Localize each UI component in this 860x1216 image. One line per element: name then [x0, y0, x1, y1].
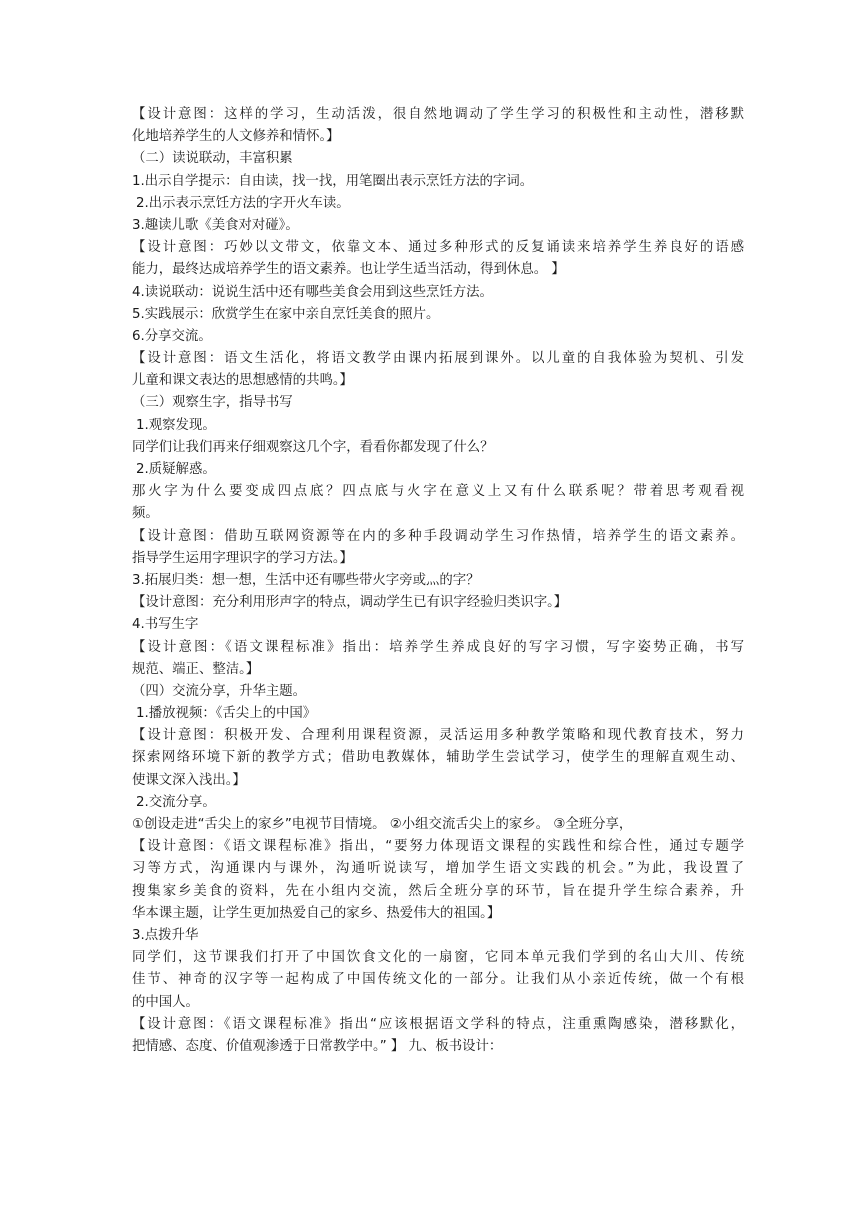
document-page: [132, 104, 744, 1058]
design-intent-paragraph-cont: 化地培养学生的人文修养和情怀。】: [132, 129, 340, 145]
design-intent-paragraph-cont: 规范、端正、整洁。】: [132, 661, 260, 677]
body-paragraph-cont: 的中国人。: [132, 994, 199, 1010]
design-intent-paragraph: 【设计意图：这样的学习，生动活泼，很自然地调动了学生学习的积极性和主动性，潜移默: [132, 107, 744, 122]
step-item: 2.出示表示烹饪方法的字开火车读。: [136, 195, 350, 211]
design-intent-paragraph-cont: 儿童和课文表达的思想感情的共鸣。】: [132, 373, 353, 389]
body-paragraph-cont: 频。: [132, 506, 159, 522]
design-intent-paragraph: 【设计意图：充分利用形声字的特点，调动学生已有识字经验归类识字。】: [132, 595, 568, 611]
design-intent-paragraph: 【设计意图：借助互联网资源等在内的多种手段调动学生习作热情，培养学生的语文素养。: [132, 528, 744, 544]
step-item: 4.读说联动：说说生活中还有哪些美食会用到这些烹饪方法。: [132, 284, 493, 300]
body-paragraph: 同学们，这节课我们打开了中国饮食文化的一扇窗，它同本单元我们学到的名山大川、传统: [132, 950, 744, 966]
design-intent-paragraph-cont: 搜集家乡美食的资料，先在小组内交流，然后全班分享的环节，旨在提升学生综合素养，升: [132, 883, 744, 899]
step-item: 3.趣读儿歌《美食对对碰》。: [132, 217, 299, 233]
step-item: 1.观察发现。: [136, 417, 216, 433]
design-intent-paragraph-cont: 能力，最终达成培养学生的语文素养。也让学生适当活动，得到休息。 】: [132, 262, 565, 278]
step-item: 1.出示自学提示：自由读，找一找，用笔圈出表示烹饪方法的字词。: [132, 173, 534, 189]
section-heading-4: （四）交流分享，升华主题。: [132, 683, 307, 699]
design-intent-paragraph: 【设计意图：《语文课程标准》指出：培养学生养成良好的写字习惯，写字姿势正确，书写: [132, 639, 744, 655]
body-paragraph: 同学们让我们再来仔细观察这几个字，看看你都发现了什么？: [132, 439, 494, 455]
step-item: 3.拓展归类：想一想，生活中还有哪些带火字旁或灬的字？: [132, 572, 480, 588]
step-item: 2.质疑解惑。: [136, 462, 216, 477]
design-intent-paragraph-cont: 习等方式，沟通课内与课外，沟通听说读写，增加学生语文实践的机会。”为此，我设置了: [132, 861, 744, 877]
step-item: 6.分享交流。: [132, 328, 212, 344]
design-intent-paragraph: 【设计意图：《语文课程标准》指出“应该根据语文学科的特点，注重熏陶感染，潜移默化，: [132, 1016, 744, 1032]
step-item: 3.点拨升华: [132, 927, 199, 943]
design-intent-paragraph-cont: 探索网络环境下新的教学方式；借助电教媒体，辅助学生尝试学习，使学生的理解直观生动、: [132, 750, 744, 766]
section-heading-2: （二）读说联动，丰富积累: [132, 151, 293, 167]
design-intent-paragraph-cont: 把情感、态度、价值观渗透于日常教学中。” 】 九、板书设计：: [132, 1038, 503, 1054]
design-intent-paragraph: 【设计意图：巧妙以文带文，依靠文本、通过多种形式的反复诵读来培养学生养良好的语感: [132, 240, 744, 256]
design-intent-paragraph: 【设计意图：语文生活化，将语文教学由课内拓展到课外。以儿童的自我体验为契机、引发: [132, 351, 744, 367]
design-intent-paragraph-cont: 华本课主题，让学生更加热爱自己的家乡、热爱伟大的祖国。】: [132, 905, 501, 921]
step-item: 4.书写生字: [132, 617, 199, 633]
step-item: 5.实践展示：欣赏学生在家中亲自烹饪美食的照片。: [132, 306, 440, 322]
design-intent-paragraph-cont: 使课文深入浅出。】: [132, 772, 246, 788]
section-heading-3: （三）观察生字，指导书写: [132, 395, 293, 411]
body-paragraph-cont: 佳节、神奇的汉字等一起构成了中国传统文化的一部分。让我们从小亲近传统，做一个有根: [132, 972, 744, 988]
body-paragraph: ①创设走进“舌尖上的家乡”电视节目情境。 ②小组交流舌尖上的家乡。 ③全班分享，: [132, 817, 633, 832]
design-intent-paragraph-cont: 指导学生运用字理识字的学习方法。】: [132, 550, 353, 566]
design-intent-paragraph: 【设计意图：积极开发、合理利用课程资源，灵活运用多种教学策略和现代教育技术，努力: [132, 728, 744, 744]
design-intent-paragraph: 【设计意图：《语文课程标准》指出，“要努力体现语文课程的实践性和综合性，通过专题学: [132, 839, 744, 855]
step-item: 1.播放视频：《舌尖上的中国》: [136, 706, 317, 722]
body-paragraph: 那火字为什么要变成四点底？四点底与火字在意义上又有什么联系呢？带着思考观看视: [132, 484, 744, 500]
step-item: 2.交流分享。: [136, 794, 216, 810]
